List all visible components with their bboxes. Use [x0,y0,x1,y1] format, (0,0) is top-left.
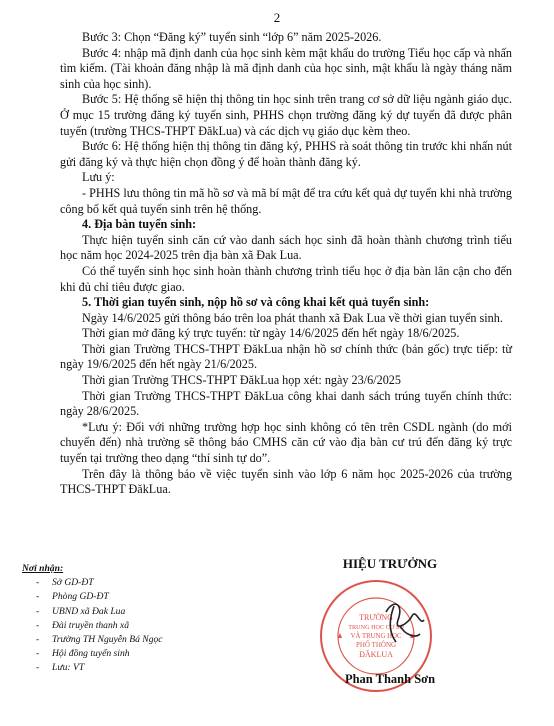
recipient-item: - Phòng GD-ĐT [36,590,252,604]
recipient-item: - Đài truyền thanh xã [36,619,252,633]
signer-name: Phan Thanh Sơn [344,672,436,686]
recipient-item: - Trường TH Nguyễn Bá Ngọc [36,633,252,647]
paragraph-step-4: Bước 4: nhập mã định danh của học sinh kèm mật khẩu do trường Tiểu học cấp và nhấn tìm kiếm. (Tài khoản đăng nhập là mã định danh của học sinh, mật khẩu là ngày tháng năm sinh của học sinh). [60,45,512,91]
document-body [60,30,512,498]
stamp-line-3: PHỔ THÔNG [355,641,397,649]
paragraph-schedule-documents: Thời gian Trường THCS-THPT ĐăkLua nhận hồ sơ chính thức (bản gốc) trực tiếp: từ ngày 19/6/2025 đến hết ngày 21/6/2025. [60,341,512,372]
stamp-line-0: TRƯỜNG [359,613,393,622]
recipient-item: - Hội đồng tuyển sinh [36,647,252,661]
signature-block [290,556,490,686]
signer-title: HIỆU TRƯỞNG [342,556,438,571]
paragraph-step-6: Bước 6: Hệ thống hiện thị thông tin đăng ký, PHHS rà soát thông tin trước khi nhấn nút gửi đăng ký và thực hiện chọn đồng ý để hoàn thành đăng ký. [60,139,512,169]
paragraph-special-note: *Lưu ý: Đối với những trường hợp học sinh không có tên trên CSDL ngành (do mới chuyển đến) nhà trường sẽ thông báo CMHS căn cứ vào địa bàn cư trú đến đăng ký trực tuyến tại trường theo dạng “thí sinh tự do”. [60,419,512,466]
stamp-line-4: ĐĂKLUA [359,650,393,659]
paragraph-schedule-online: Thời gian mở đăng ký trực tuyến: từ ngày 14/6/2025 đến hết ngày 18/6/2025. [82,326,460,341]
paragraph-area-2: Có thể tuyển sinh học sinh hoàn thành chương trình tiểu học ở địa bàn lân cận cho đến khi đủ chỉ tiêu được giao. [60,263,512,294]
recipients-block [22,562,252,676]
paragraph-schedule-announce: Ngày 14/6/2025 gửi thông báo trên loa phát thanh xã Đak Lua về thời gian tuyển sinh. [82,310,503,325]
recipients-list [22,576,252,675]
recipient-item: - UBND xã Đak Lua [36,605,252,619]
paragraph-schedule-results: Thời gian Trường THCS-THPT ĐăkLua công khai danh sách trúng tuyển chính thức: ngày 28/6/2025. [60,388,512,419]
stamp-line-2: VÀ TRUNG HỌC [350,633,402,640]
paragraph-closing: Trên đây là thông báo về việc tuyển sinh vào lớp 6 năm học 2025-2026 của trường THCS-THPT ĐăkLua. [60,466,512,497]
paragraph-schedule-review: Thời gian Trường THCS-THPT ĐăkLua họp xét: ngày 23/6/2025 [82,373,401,388]
recipients-heading: Nơi nhận: [22,563,64,574]
recipient-item: - Lưu: VT [36,661,252,675]
section-heading-5: 5. Thời gian tuyển sinh, nộp hồ sơ và công khai kết quả tuyển sinh: [82,295,430,310]
paragraph-area-1: Thực hiện tuyển sinh căn cứ vào danh sách học sinh đã hoàn thành chương trình tiểu học năm học 2024-2025 trên địa bàn xã Đak Lua. [60,232,512,263]
section-heading-4: 4. Địa bàn tuyển sinh: [82,217,197,232]
recipient-item: - Sở GD-ĐT [36,576,252,590]
paragraph-note-text: - PHHS lưu thông tin mã hồ sơ và mã bí mật để tra cứu kết quả dự tuyển khi nhà trường công bố kết quả tuyển sinh trên hệ thống. [60,185,512,216]
page-number: 2 [273,10,281,25]
paragraph-note-label: Lưu ý: [82,170,115,185]
paragraph-step-5: Bước 5: Hệ thống sẽ hiện thị thông tin học sinh trên trang cơ sở dữ liệu ngành giáo dục. Ở mục 15 trường đăng ký tuyển sinh, PHHS chọn trường đăng ký dự tuyển đã được phân tuyến (trường THCS-THPT ĐăkLua) và các dịch vụ giáo dục kèm theo. [60,92,512,138]
stamp-line-1: TRUNG HỌC CƠ SỞ [348,624,404,631]
paragraph-step-3: Bước 3: Chọn “Đăng ký” tuyển sinh “lớp 6” năm 2025-2026. [82,30,382,44]
